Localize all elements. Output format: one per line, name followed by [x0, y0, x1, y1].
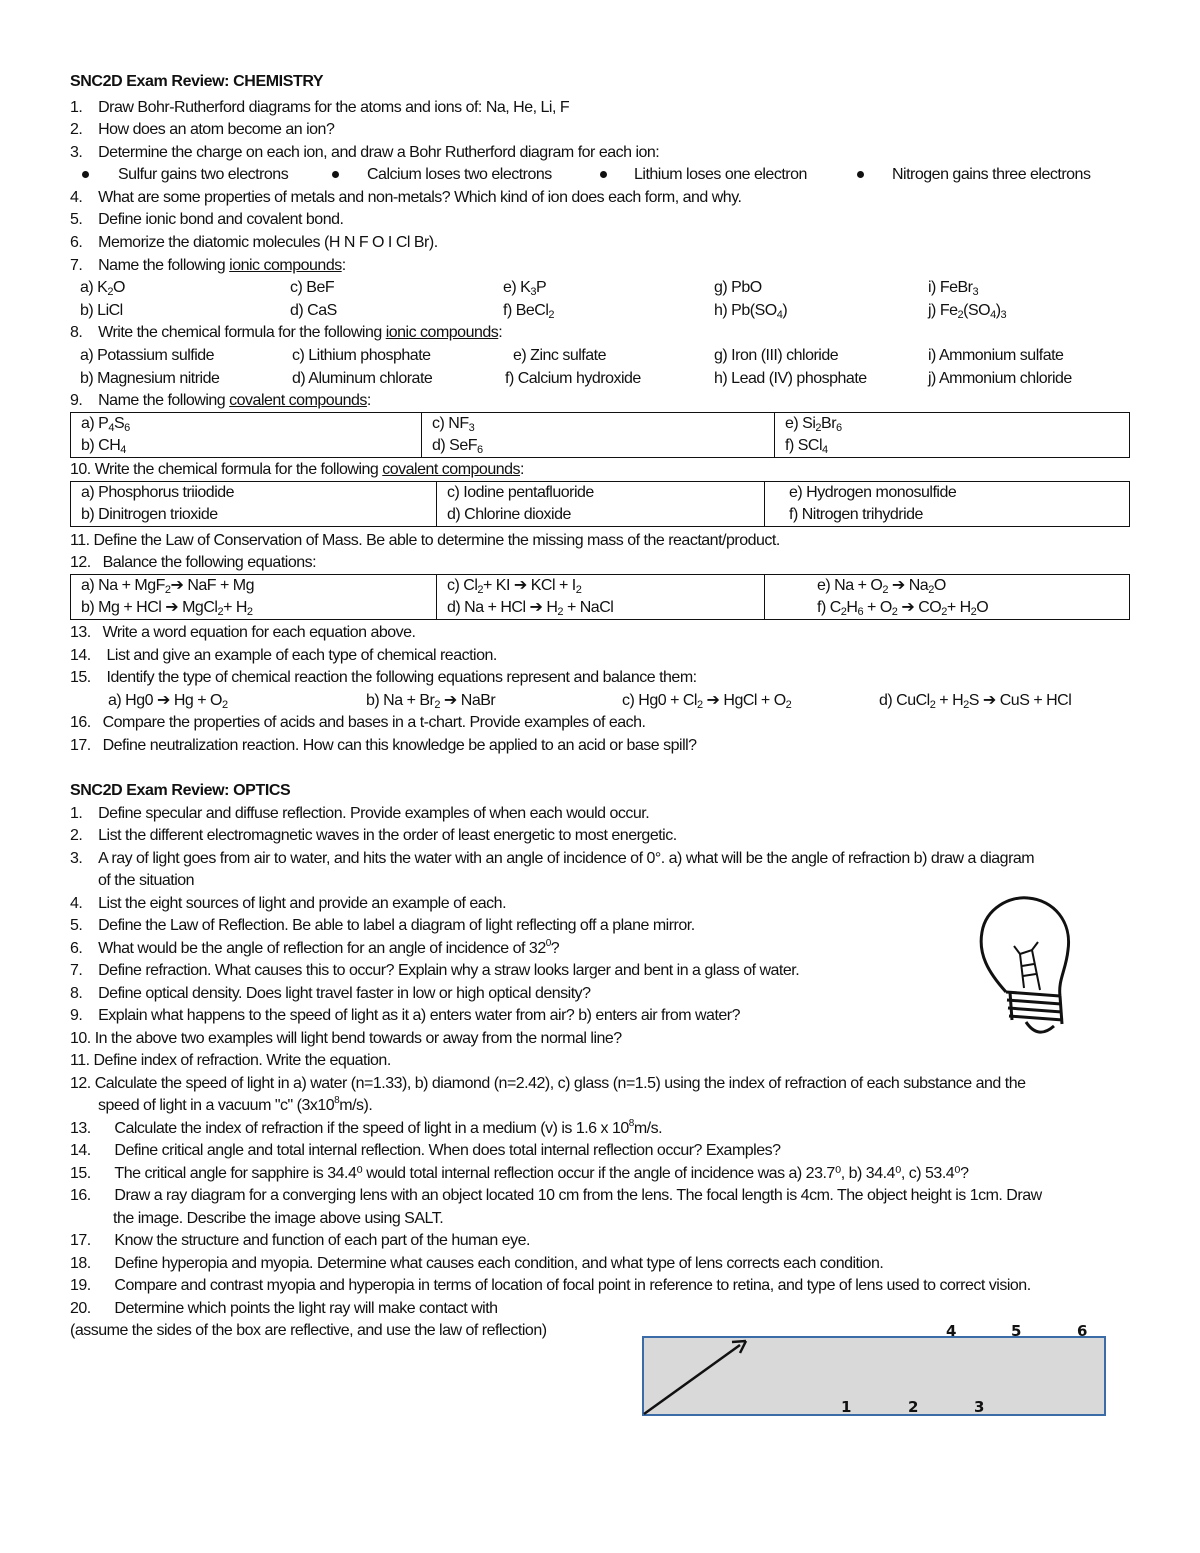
q7-item-a: a) $K_2O$ [80, 279, 125, 298]
light-bulb-icon [976, 892, 1080, 1052]
q10-item-f: f) Nitrogen trihydride [765, 504, 1130, 527]
q9-item-b: b) $CH_4$ [71, 435, 422, 458]
optics-title: SNC2D Exam Review: OPTICS [70, 782, 291, 799]
q9-item-f: f) SCl$_4$ [775, 435, 1130, 458]
chem-q14: 14. List and give an example of each type of chemical reaction. [70, 647, 497, 664]
optics-q2: 2. List the different electromagnetic waves in the order of least energetic to most energetic. [70, 827, 677, 844]
chem-q6: 6. Memorize the diatomic molecules (H N F O I Cl Br). [70, 234, 438, 251]
q10-item-c: c) Iodine pentafluoride [437, 482, 765, 505]
q7-item-e: e) $K_3P$ [503, 279, 547, 298]
chem-q13: 13. Write a word equation for each equation above. [70, 624, 416, 641]
q9-item-c: c) $NF_3$ [422, 413, 775, 436]
optics-q1: 1. Define specular and diffuse reflection. Provide examples of when each would occur. [70, 805, 650, 822]
chemistry-title: SNC2D Exam Review: CHEMISTRY [70, 73, 324, 90]
reflective-box [643, 1337, 1105, 1415]
q7-item-c: c) BeF [290, 279, 335, 296]
q12-table [70, 574, 1130, 620]
chem-q8: 8. Write the chemical formula for the following ionic compounds: [70, 324, 503, 341]
chem-q2: 2. How does an atom become an ion? [70, 121, 335, 138]
optics-q18: 18. Define hyperopia and myopia. Determine what causes each condition, and what type of lens corrects each condition. [70, 1255, 884, 1272]
optics-q11: 11. Define index of refraction. Write the equation. [70, 1052, 391, 1069]
optics-q4: 4. List the eight sources of light and provide an example of each. [70, 895, 507, 912]
point-label-4: 4 [946, 1322, 957, 1340]
q15-eq-a: a) Hg0 ➔ $Hg + O_2$ [108, 692, 228, 711]
optics-q20: 20. Determine which points the light ray will make contact with [70, 1300, 498, 1317]
q8-item-j: j) Ammonium chloride [928, 370, 1072, 387]
optics-q19: 19. Compare and contrast myopia and hyperopia in terms of location of focal point in reference to retina, and type of lens used to correct vision. [70, 1277, 1031, 1294]
optics-q7: 7. Define refraction. What causes this to occur? Explain why a straw looks larger and bent in a glass of water. [70, 962, 800, 979]
q15-eq-c: c) $Hg0 + Cl_2$ ➔ HgCl + $O_2$ [622, 692, 792, 711]
chem-q5: 5. Define ionic bond and covalent bond. [70, 211, 344, 228]
optics-q20-note: (assume the sides of the box are reflective, and use the law of reflection) [70, 1322, 547, 1339]
q15-eq-d: d) CuCl$_2$ + $H_2S$ ➔ CuS + HCl [879, 692, 1072, 711]
q15-eq-b: b) $Na + Br_2$ ➔ NaBr [366, 692, 496, 711]
q9-item-d: d) SeF$_6$ [422, 435, 775, 458]
optics-q12-cont: speed of light in a vacuum "c" $(3x10^8m/s)$. [98, 1095, 373, 1114]
chem-q3: 3. Determine the charge on each ion, and draw a Bohr Rutherford diagram for each ion: [70, 144, 660, 161]
chem-q7: 7. Name the following ionic compounds: [70, 257, 346, 274]
optics-q3: 3. A ray of light goes from air to water, and hits the water with an angle of incidence of 0°. a) what will be the angle of refraction b) draw a diagram [70, 850, 1035, 867]
optics-q12: 12. Calculate the speed of light in a) water (n=1.33), b) diamond (n=2.42), c) glass (n=1.5) using the index of refraction of each substance and the [70, 1075, 1026, 1092]
chem-q11: 11. Define the Law of Conservation of Mass. Be able to determine the missing mass of the reactant/product. [70, 532, 780, 549]
q12-eq-e: e) $Na + O_2$ ➔ $Na_2O$ [765, 575, 1130, 598]
point-label-3: 3 [974, 1398, 985, 1416]
q8-item-f: f) Calcium hydroxide [505, 370, 641, 387]
chem-q9: 9. Name the following covalent compounds: [70, 392, 371, 409]
q3-bullet-nitrogen: Nitrogen gains three electrons [892, 166, 1091, 183]
q8-item-c: c) Lithium phosphate [292, 347, 431, 364]
chem-q12: 12. Balance the following equations: [70, 554, 317, 571]
optics-q10: 10. In the above two examples will light bend towards or away from the normal line? [70, 1030, 622, 1047]
optics-q14: 14. Define critical angle and total internal reflection. When does total internal reflection occur? Examples? [70, 1142, 781, 1159]
point-label-6: 6 [1077, 1322, 1088, 1340]
bullet-icon [600, 171, 607, 178]
optics-q16: 16. Draw a ray diagram for a converging lens with an object located 10 cm from the lens. The focal length is 4cm. The object height is 1cm. Draw [70, 1187, 1042, 1204]
optics-q15: 15. The critical angle for sapphire is 34.4⁰ would total internal reflection occur if the angle of incidence was a) 23.7⁰, b) 34.4⁰, c) 53.4⁰? [70, 1165, 969, 1182]
optics-q3-cont: of the situation [98, 872, 195, 889]
q7-item-g: g) PbO [714, 279, 762, 296]
q8-item-d: d) Aluminum chlorate [292, 370, 433, 387]
chem-q17: 17. Define neutralization reaction. How can this knowledge be applied to an acid or base spill? [70, 737, 697, 754]
q12-eq-a: a) Na + MgF$_2$➔ NaF + Mg [71, 575, 437, 598]
optics-q8: 8. Define optical density. Does light travel faster in low or high optical density? [70, 985, 591, 1002]
q10-item-e: e) Hydrogen monosulfide [765, 482, 1130, 505]
chem-q15: 15. Identify the type of chemical reaction the following equations represent and balance them: [70, 669, 697, 686]
point-label-5: 5 [1011, 1322, 1022, 1340]
q10-table [70, 481, 1130, 527]
chem-q1: 1. Draw Bohr-Rutherford diagrams for the atoms and ions of: Na, He, Li, F [70, 99, 570, 116]
q3-bullet-calcium: Calcium loses two electrons [367, 166, 552, 183]
q10-item-b: b) Dinitrogen trioxide [71, 504, 437, 527]
q8-item-b: b) Magnesium nitride [80, 370, 220, 387]
q8-item-a: a) Potassium sulfide [80, 347, 215, 364]
optics-q17: 17. Know the structure and function of each part of the human eye. [70, 1232, 530, 1249]
optics-q5: 5. Define the Law of Reflection. Be able to label a diagram of light reflecting off a plane mirror. [70, 917, 695, 934]
q7-item-f: f) BeCl$_2$ [503, 302, 555, 321]
bullet-icon [332, 171, 339, 178]
q9-table [70, 412, 1130, 458]
optics-q16-cont: the image. Describe the image above using SALT. [113, 1210, 444, 1227]
chem-q4: 4. What are some properties of metals and non-metals? Which kind of ion does each form, and why. [70, 189, 742, 206]
q3-bullet-lithium: Lithium loses one electron [634, 166, 807, 183]
q12-eq-c: c) $Cl_2+$ KI ➔ KCl + $I_2$ [437, 575, 765, 598]
reflection-box-diagram [640, 1320, 1110, 1420]
q10-item-a: a) Phosphorus triiodide [71, 482, 437, 505]
q12-eq-b: b) Mg + HCl ➔ MgCl$_2$+ $H_2$ [71, 597, 437, 620]
q8-item-g: g) Iron (III) chloride [714, 347, 839, 364]
q8-item-e: e) Zinc sulfate [513, 347, 606, 364]
q12-eq-f: f) $C_2H_6 + O_2$ ➔ $CO_2+ H_2O$ [765, 597, 1130, 620]
q9-item-a: a) $P_4S_6$ [71, 413, 422, 436]
chem-q10: 10. Write the chemical formula for the following covalent compounds: [70, 461, 524, 478]
chem-q16: 16. Compare the properties of acids and bases in a t-chart. Provide examples of each. [70, 714, 646, 731]
bullet-icon [82, 171, 89, 178]
q7-item-h: h) $Pb(SO_4)$ [714, 302, 788, 321]
q7-item-i: i) FeBr$_3$ [928, 279, 979, 298]
optics-q9: 9. Explain what happens to the speed of light as it a) enters water from air? b) enters air from water? [70, 1007, 741, 1024]
q3-bullet-sulfur: Sulfur gains two electrons [118, 166, 289, 183]
q8-item-i: i) Ammonium sulfate [928, 347, 1064, 364]
bullet-icon [857, 171, 864, 178]
q8-item-h: h) Lead (IV) phosphate [714, 370, 867, 387]
optics-q13: 13. Calculate the index of refraction if the speed of light in a medium (v) is 1.6 x $10^8m/s$. [70, 1118, 663, 1137]
q12-eq-d: d) Na + HCl ➔ $H_2$ + NaCl [437, 597, 765, 620]
q10-item-d: d) Chlorine dioxide [437, 504, 765, 527]
optics-q6: 6. What would be the angle of reflection for an angle of incidence of $32^0$? [70, 938, 560, 957]
q7-item-d: d) CaS [290, 302, 337, 319]
q9-item-e: e) $Si_2Br_6$ [775, 413, 1130, 436]
point-label-1: 1 [841, 1398, 852, 1416]
q7-item-j: j) $Fe_2(SO_4)_3$ [928, 302, 1007, 321]
point-label-2: 2 [908, 1398, 919, 1416]
q7-item-b: b) LiCl [80, 302, 123, 319]
